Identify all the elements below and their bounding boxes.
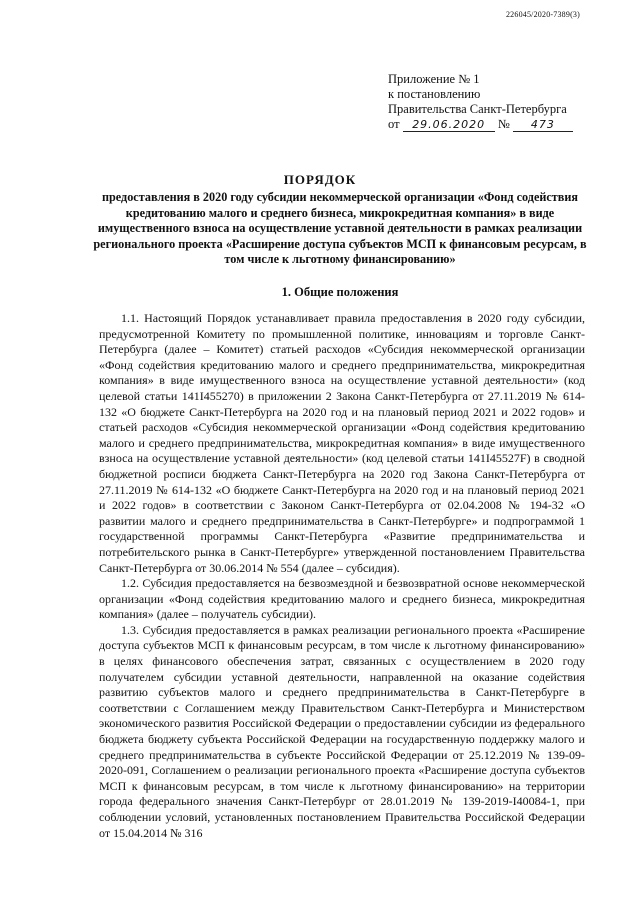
appendix-line-2: к постановлению <box>388 87 481 101</box>
appendix-line-1: Приложение № 1 <box>388 72 480 86</box>
decree-date: 29.06.2020 <box>403 118 495 132</box>
date-prefix: от <box>388 117 400 131</box>
paragraph-1-1: 1.1. Настоящий Порядок устанавливает правила предоставления в 2020 году субсидии, предусмотренной Комитету по промышленной политике, инновациям и торговле Санкт-Петербурга (далее – Комитет) статьей расходов «Субсидия некоммерческой организации «Фонд содействия кредитованию малого и среднего предпринимательства, микрокредитная компания» в виде имущественного взноса на осуществление уставной деятельности» (код целевой статьи 141I455270) в приложении 2 Закона Санкт-Петербурга от 27.11.2019 № 614-132 «О бюджете Санкт-Петербурга на 2020 год и на плановый период 2021 и 2022 годов» и статьей расходов «Субсидия некоммерческой организации «Фонд содействия кредитованию малого и среднего предпринимательства, микрокредитная компания» в виде имущественного взноса на осуществление уставной деятельности» (код целевой статьи 141I45527F) в сводной бюджетной росписи бюджета Санкт-Петербурга на 2020 год Закона Санкт-Петербурга от 27.11.2019 № 614-132 «О бюджете Санкт-Петербурга на 2020 год и на плановый период 2021 и 2022 годов» в соответствии с Законом Санкт-Петербурга от 02.04.2008 № 194-32 «О развитии малого и среднего предпринимательства в Санкт-Петербурге» и подпрограммой 1 государственной программы Санкт-Петербурга «Развитие предпринимательства и потребительского рынка в Санкт-Петербурге» утвержденной постановлением Правительства Санкт-Петербурга от 30.06.2014 № 554 (далее – субсидия). <box>99 311 585 575</box>
paragraph-1-2: 1.2. Субсидия предоставляется на безвозмездной и безвозвратной основе некоммерческой организации «Фонд содействия кредитованию малого и среднего бизнеса, микрокредитная компания» (далее – получатель субсидии). <box>99 576 585 622</box>
appendix-date-row <box>388 117 588 132</box>
appendix-line-3: Правительства Санкт-Петербурга <box>388 102 567 116</box>
decree-number: 473 <box>513 118 573 132</box>
document-title: ПОРЯДОК <box>283 172 357 187</box>
paragraph-1-3: 1.3. Субсидия предоставляется в рамках реализации регионального проекта «Расширение доступа субъектов МСП к финансовым ресурсам, в том числе к льготному финансированию» в целях финансового обеспечения затрат, связанных с осуществлением в 2020 году получателем субсидии уставной деятельности, направленной на оказание содействия развитию субъектов малого и среднего предпринимательства в Санкт-Петербурге в соответствии с Соглашением между Правительством Санкт-Петербурга и Министерством экономического развития Российской Федерации о предоставлении субсидии из федерального бюджета бюджету субъекта Российской Федерации на государственную поддержку малого и среднего предпринимательства в субъекте Российской Федерации от 25.12.2019 № 139-09-2020-091, Соглашением о реализации регионального проекта «Расширение доступа субъектов МСП к финансовым ресурсам, в том числе к льготному финансированию» на территории города федерального значения Санкт-Петербург от 28.01.2019 № 139-2019-I40084-1, при соблюдении условий, установленных постановлением Правительства Российской Федерации от 15.04.2014 № 316 <box>99 622 585 840</box>
document-body <box>99 311 585 841</box>
section-heading: 1. Общие положения <box>281 285 399 299</box>
number-prefix: № <box>497 117 510 131</box>
document-id: 226045/2020-7389(3) <box>505 10 580 19</box>
document-subtitle: предоставления в 2020 году субсидии некоммерческой организации «Фонд содействия кредитованию малого и среднего бизнеса, микрокредитная компания» в виде имущественного взноса на осуществление уставной деятельности в рамках реализации регионального проекта «Расширение доступа субъектов МСП к финансовым ресурсам, в том числе к льготному финансированию» <box>93 190 587 266</box>
appendix-block <box>388 72 588 132</box>
